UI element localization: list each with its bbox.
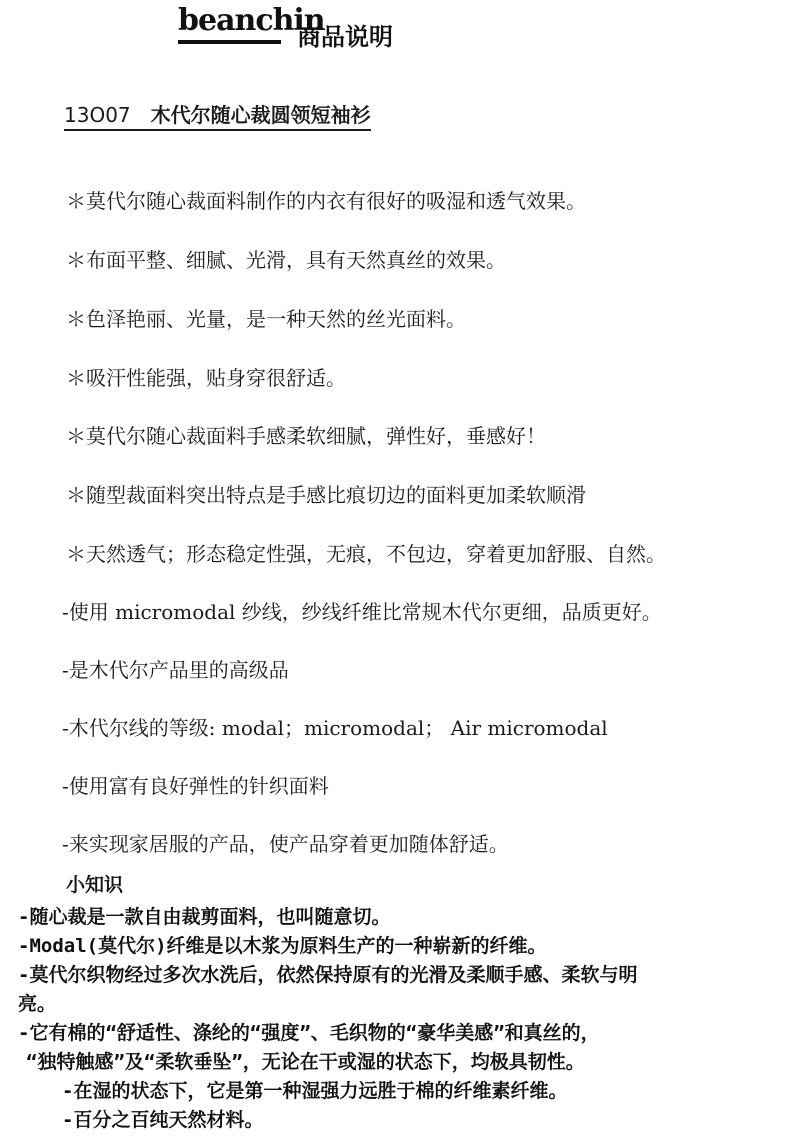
knowledge-line: -莫代尔织物经过多次水洗后，依然保持原有的光滑及柔顺手感、柔软与明	[18, 964, 638, 986]
product-title	[64, 102, 371, 131]
feature-item: ＊随型裁面料突出特点是手感比痕切边的面料更加柔软顺滑	[66, 483, 586, 507]
feature-item: -使用 micromodal 纱线，纱线纤维比常规木代尔更细，品质更好。	[62, 600, 662, 624]
feature-item: ＊莫代尔随心裁面料制作的内衣有很好的吸湿和透气效果。	[66, 189, 586, 213]
feature-item: ＊莫代尔随心裁面料手感柔软细腻，弹性好，垂感好！	[66, 424, 546, 448]
brand-logo: beanchin	[178, 3, 325, 38]
feature-item: ＊吸汗性能强，贴身穿很舒适。	[66, 366, 346, 390]
knowledge-line: -Modal(莫代尔)纤维是以木浆为原料生产的一种崭新的纤维。	[18, 935, 547, 957]
feature-item: -是木代尔产品里的高级品	[62, 658, 289, 682]
feature-item: ＊天然透气；形态稳定性强，无痕，不包边，穿着更加舒服、自然。	[66, 542, 666, 566]
logo-underline	[178, 40, 281, 44]
feature-item: ＊色泽艳丽、光量，是一种天然的丝光面料。	[66, 307, 466, 331]
knowledge-line: -在湿的状态下，它是第一种湿强力远胜于棉的纤维素纤维。	[62, 1080, 568, 1102]
feature-item: -木代尔线的等级: modal；micromodal； Air micromodal	[62, 716, 608, 740]
product-code: 13O07	[64, 103, 131, 127]
knowledge-line: -随心裁是一款自由裁剪面料，也叫随意切。	[18, 906, 391, 928]
feature-item: -来实现家居服的产品，使产品穿着更加随体舒适。	[62, 832, 509, 856]
feature-item: ＊布面平整、细腻、光滑，具有天然真丝的效果。	[66, 248, 506, 272]
knowledge-heading: 小知识	[66, 874, 124, 896]
product-name: 木代尔随心裁圆领短袖衫	[150, 103, 371, 127]
knowledge-line: 亮。	[18, 993, 57, 1015]
knowledge-line: -百分之百纯天然材料。	[62, 1109, 264, 1131]
header	[0, 0, 800, 70]
knowledge-line: -它有棉的“舒适性、涤纶的“强度”、毛织物的“豪华美感”和真丝的，	[18, 1022, 600, 1044]
knowledge-line: “独特触感”及“柔软垂坠”，无论在干或湿的状态下，均极具韧性。	[26, 1051, 585, 1073]
feature-item: -使用富有良好弹性的针织面料	[62, 774, 329, 798]
header-title: 商品说明	[297, 23, 393, 51]
